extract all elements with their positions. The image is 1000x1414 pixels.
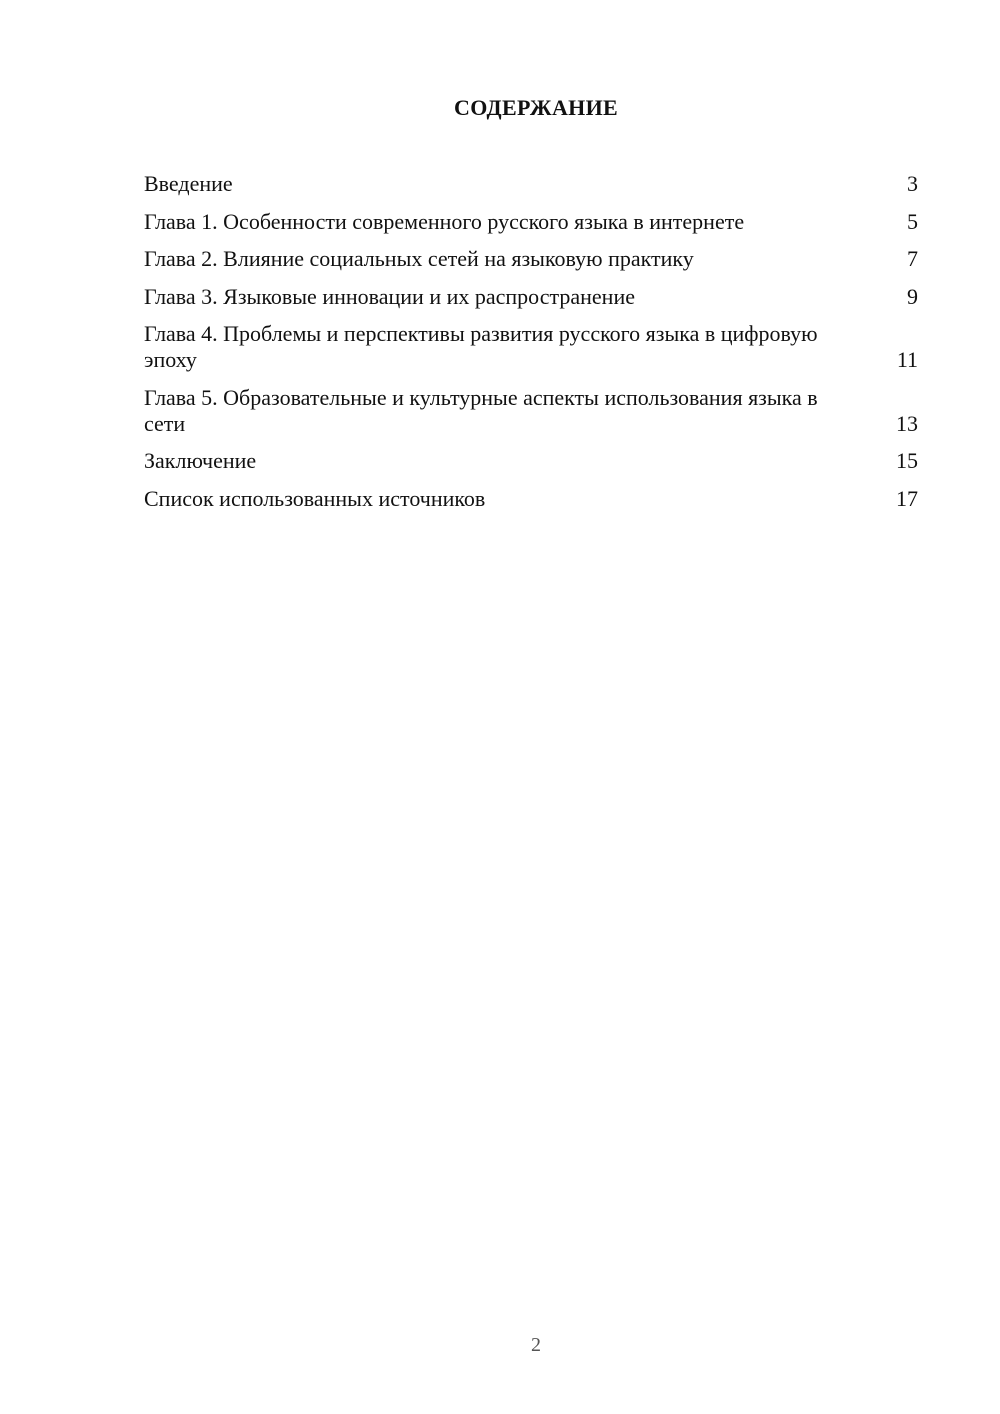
toc-title-text: СОДЕРЖАНИЕ [454, 95, 618, 120]
toc-entry-page: 17 [896, 485, 918, 511]
toc-entry-references [144, 486, 918, 512]
toc-entry-page: 15 [896, 448, 918, 473]
toc-entry-label: Заключение [144, 448, 257, 473]
toc-entry-label: Глава 1. Особенности современного русского языка в интернете [144, 208, 745, 234]
toc-entry-label: Список использованных источников [144, 485, 486, 511]
toc-title [0, 95, 1000, 121]
toc-entry-page: 7 [907, 246, 918, 271]
toc-entry-introduction [144, 171, 918, 197]
toc-entry-page: 9 [907, 283, 918, 309]
toc-entry-chapter-5 [144, 385, 918, 437]
toc-entry-label: Глава 4. Проблемы и перспективы развития русского языка в цифровую эпоху [144, 321, 818, 372]
toc-entry-label: Введение [144, 171, 233, 196]
toc-entry-chapter-1 [144, 209, 918, 235]
toc-entry-page: 13 [896, 410, 918, 436]
toc-entry-label: Глава 5. Образовательные и культурные аспекты использования языка в сети [144, 384, 818, 436]
toc-entry-chapter-3 [144, 284, 918, 310]
toc-entry-chapter-4 [144, 321, 918, 373]
page-number: 2 [531, 1334, 541, 1356]
toc-entry-conclusion [144, 448, 918, 474]
toc-entry-label: Глава 2. Влияние социальных сетей на языковую практику [144, 246, 694, 271]
toc-entry-label: Глава 3. Языковые инновации и их распространение [144, 283, 635, 309]
toc-list [144, 171, 918, 523]
toc-entry-page: 3 [907, 171, 918, 196]
toc-entry-chapter-2 [144, 246, 918, 272]
toc-entry-page: 11 [896, 347, 918, 372]
toc-entry-page: 5 [907, 208, 918, 234]
